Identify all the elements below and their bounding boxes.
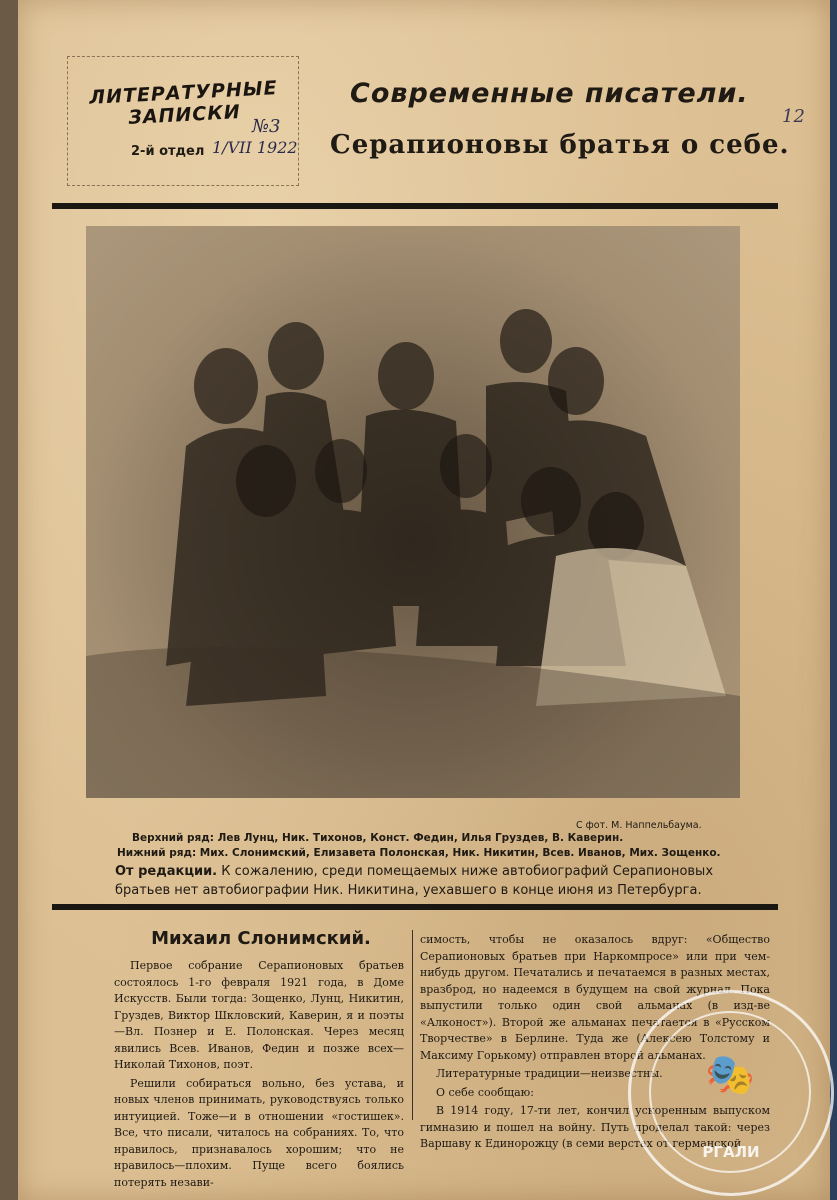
- subheadline: Серапионовы братья о себе.: [330, 130, 790, 160]
- column-divider: [412, 930, 413, 1120]
- handwritten-date: 1/VII 1922: [212, 138, 298, 157]
- masthead-title-line2: ЗАПИСКИ: [127, 101, 242, 129]
- article-title: Михаил Слонимский.: [151, 928, 371, 949]
- paragraph: Литературные традиции—неизвестны.: [436, 1067, 663, 1080]
- article-column-1: [114, 958, 404, 1193]
- section-label: 2-й отдел: [131, 144, 205, 159]
- paragraph: О себе сообщаю:: [436, 1085, 534, 1099]
- middle-rule: [52, 904, 778, 910]
- editorial-text: К сожалению, среди помещаемых ниже автобиографий Серапионовых братьев нет автобиографии Ник. Никитина, уехавшего в конце июня из Петербурга.: [115, 864, 714, 898]
- caption-top-row: Верхний ряд: Лев Лунц, Ник. Тихонов, Конст. Федин, Илья Груздев, В. Каверин.: [132, 832, 624, 844]
- handwritten-page-number: 12: [782, 106, 805, 127]
- headline: Современные писатели.: [350, 78, 749, 109]
- issue-number: №3: [252, 116, 281, 137]
- folder-edge: [830, 0, 837, 1200]
- paragraph: Первое собрание Серапионовых братьев состоялось 1-го февраля 1921 года, в Доме Искусств. Были тогда: Зощенко, Лунц, Никитин, Груздев, Виктор Шкловский, Каверин, я и поэты—Вл. Познер и Е. Полонская. Через месяц явились Всев. Иванов, Федин и позже всех—Николай Тихонов, поэт.: [114, 959, 404, 1071]
- masthead-title-line1: ЛИТЕРАТУРНЫЕ: [88, 77, 279, 109]
- paragraph: Решили собираться вольно, без устава, и новых членов принимать, руководствуясь только интуицией. Тоже—и в отношении «гостишек». Все, что писали, читалось на собраниях. То, что нравилось, признавалось хорошим; что не нравилось—плохим. Пуще всего боялись потерять незави-: [114, 1076, 404, 1189]
- editorial-lead: От редакции.: [115, 864, 218, 879]
- paragraph: симость, чтобы не оказалось вдруг: «Общество Серапионовых братьев при Наркомпросе» или при чем-нибудь другом. Печатались и печатаемся в разных местах, вразброд, но надеемся в будущем на свой журнал. Пока выпустили только один свой альманах (в изд-ве «Алконост»). Второй же альманах печатается в «Русском Творчестве» в Берлине. Туда же (Алексею Толстому и Максиму Горькому) отправлен второй альманах.: [420, 933, 770, 1062]
- group-photo-figures: [86, 226, 740, 798]
- top-rule: [52, 203, 778, 209]
- editorial-note: [115, 862, 755, 900]
- paragraph: В 1914 году, 17-ти лет, кончил ускоренным выпуском гимназию и пошел на войну. Путь проделал такой: через Варшаву к Единорожцу (в семи верстах от германской: [420, 1104, 770, 1150]
- theater-masks-icon: 🎭: [705, 1052, 755, 1098]
- archive-stamp-label: РГАЛИ: [702, 1143, 760, 1161]
- caption-bottom-row: Нижний ряд: Мих. Слонимский, Елизавета Полонская, Ник. Никитин, Всев. Иванов, Мих. Зощенко.: [117, 847, 721, 859]
- photo-credit: С фот. М. Наппельбаума.: [576, 820, 702, 831]
- archive-stamp: [628, 990, 834, 1196]
- group-photo: [86, 226, 740, 798]
